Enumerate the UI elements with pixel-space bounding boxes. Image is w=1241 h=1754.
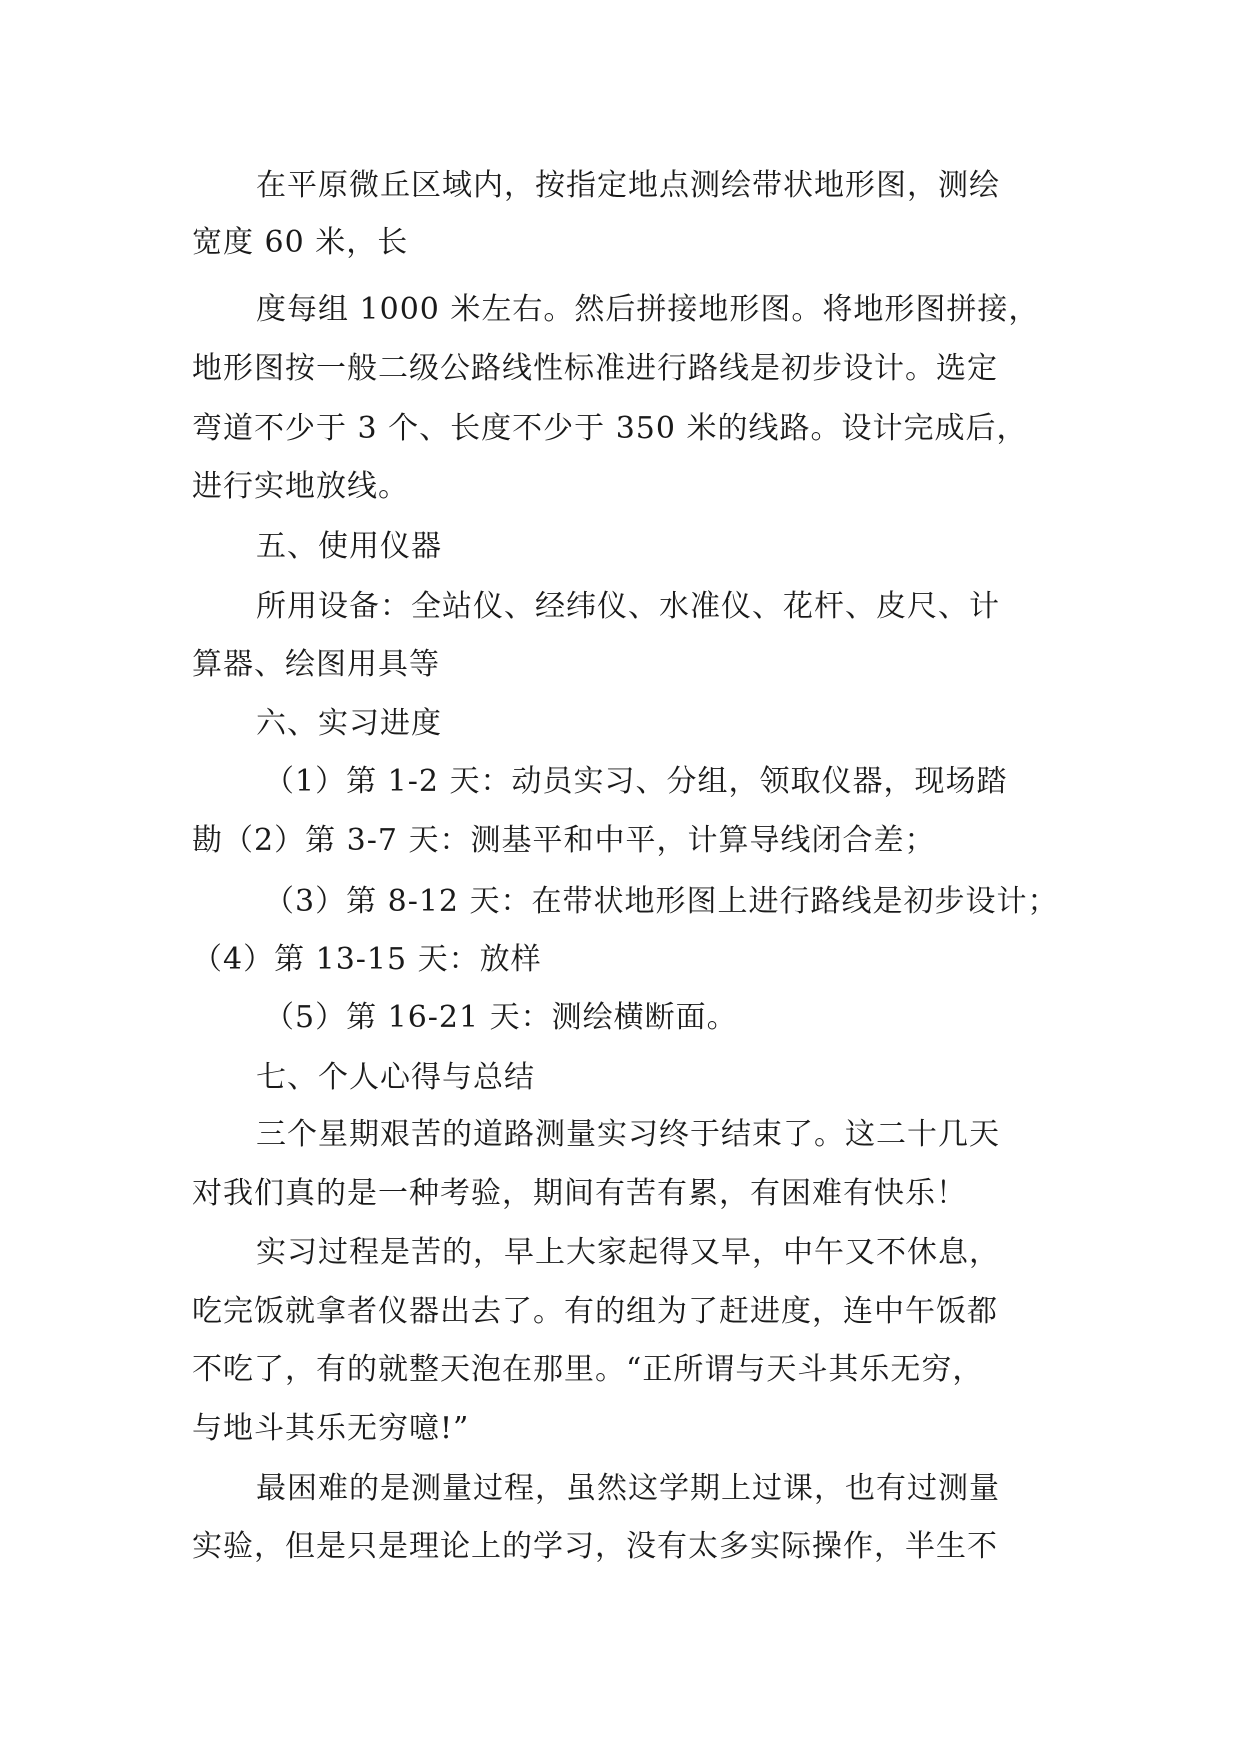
text-line: 所用设备：全站仪、经纬仪、水准仪、花杆、皮尺、计 <box>256 589 1000 624</box>
text-line: 实习过程是苦的，早上大家起得又早，中午又不休息， <box>256 1235 1000 1270</box>
text-line: 进行实地放线。 <box>192 469 409 504</box>
text-line: 吃完饭就拿者仪器出去了。有的组为了赶进度，连中午饭都 <box>192 1294 998 1329</box>
text-line: 地形图按一般二级公路线性标准进行路线是初步设计。选定 <box>192 351 998 386</box>
text-line: 对我们真的是一种考验，期间有苦有累，有困难有快乐！ <box>192 1176 967 1211</box>
text-line: 度每组 1000 米左右。然后拼接地形图。将地形图拼接， <box>256 292 1040 327</box>
text-line: 弯道不少于 3 个、长度不少于 350 米的线路。设计完成后， <box>192 411 1028 446</box>
text-line: 与地斗其乐无穷噫!” <box>192 1411 470 1446</box>
section-heading: 五、使用仪器 <box>256 529 442 564</box>
document-page <box>192 0 1062 1754</box>
schedule-item: 勘（2）第 3-7 天：测基平和中平，计算导线闭合差； <box>192 823 936 858</box>
text-line: 最困难的是测量过程，虽然这学期上过课，也有过测量 <box>256 1471 1000 1506</box>
text-line: 实验，但是只是理论上的学习，没有太多实际操作，半生不 <box>192 1529 998 1564</box>
text-line: 不吃了，有的就整天泡在那里。“正所谓与天斗其乐无穷， <box>192 1352 984 1387</box>
schedule-item: （4）第 13-15 天：放样 <box>192 942 542 977</box>
text-line: 宽度 60 米，长 <box>192 225 409 260</box>
schedule-item: （3）第 8-12 天：在带状地形图上进行路线是初步设计； <box>264 884 1059 919</box>
text-line: 三个星期艰苦的道路测量实习终于结束了。这二十几天 <box>256 1117 1000 1152</box>
schedule-item: （5）第 16-21 天：测绘横断面。 <box>264 1000 738 1035</box>
section-heading: 七、个人心得与总结 <box>256 1060 535 1095</box>
section-heading: 六、实习进度 <box>256 706 442 741</box>
schedule-item: （1）第 1-2 天：动员实习、分组，领取仪器，现场踏 <box>264 764 1008 799</box>
text-line: 在平原微丘区域内，按指定地点测绘带状地形图，测绘 <box>256 168 1000 203</box>
text-line: 算器、绘图用具等 <box>192 647 440 682</box>
